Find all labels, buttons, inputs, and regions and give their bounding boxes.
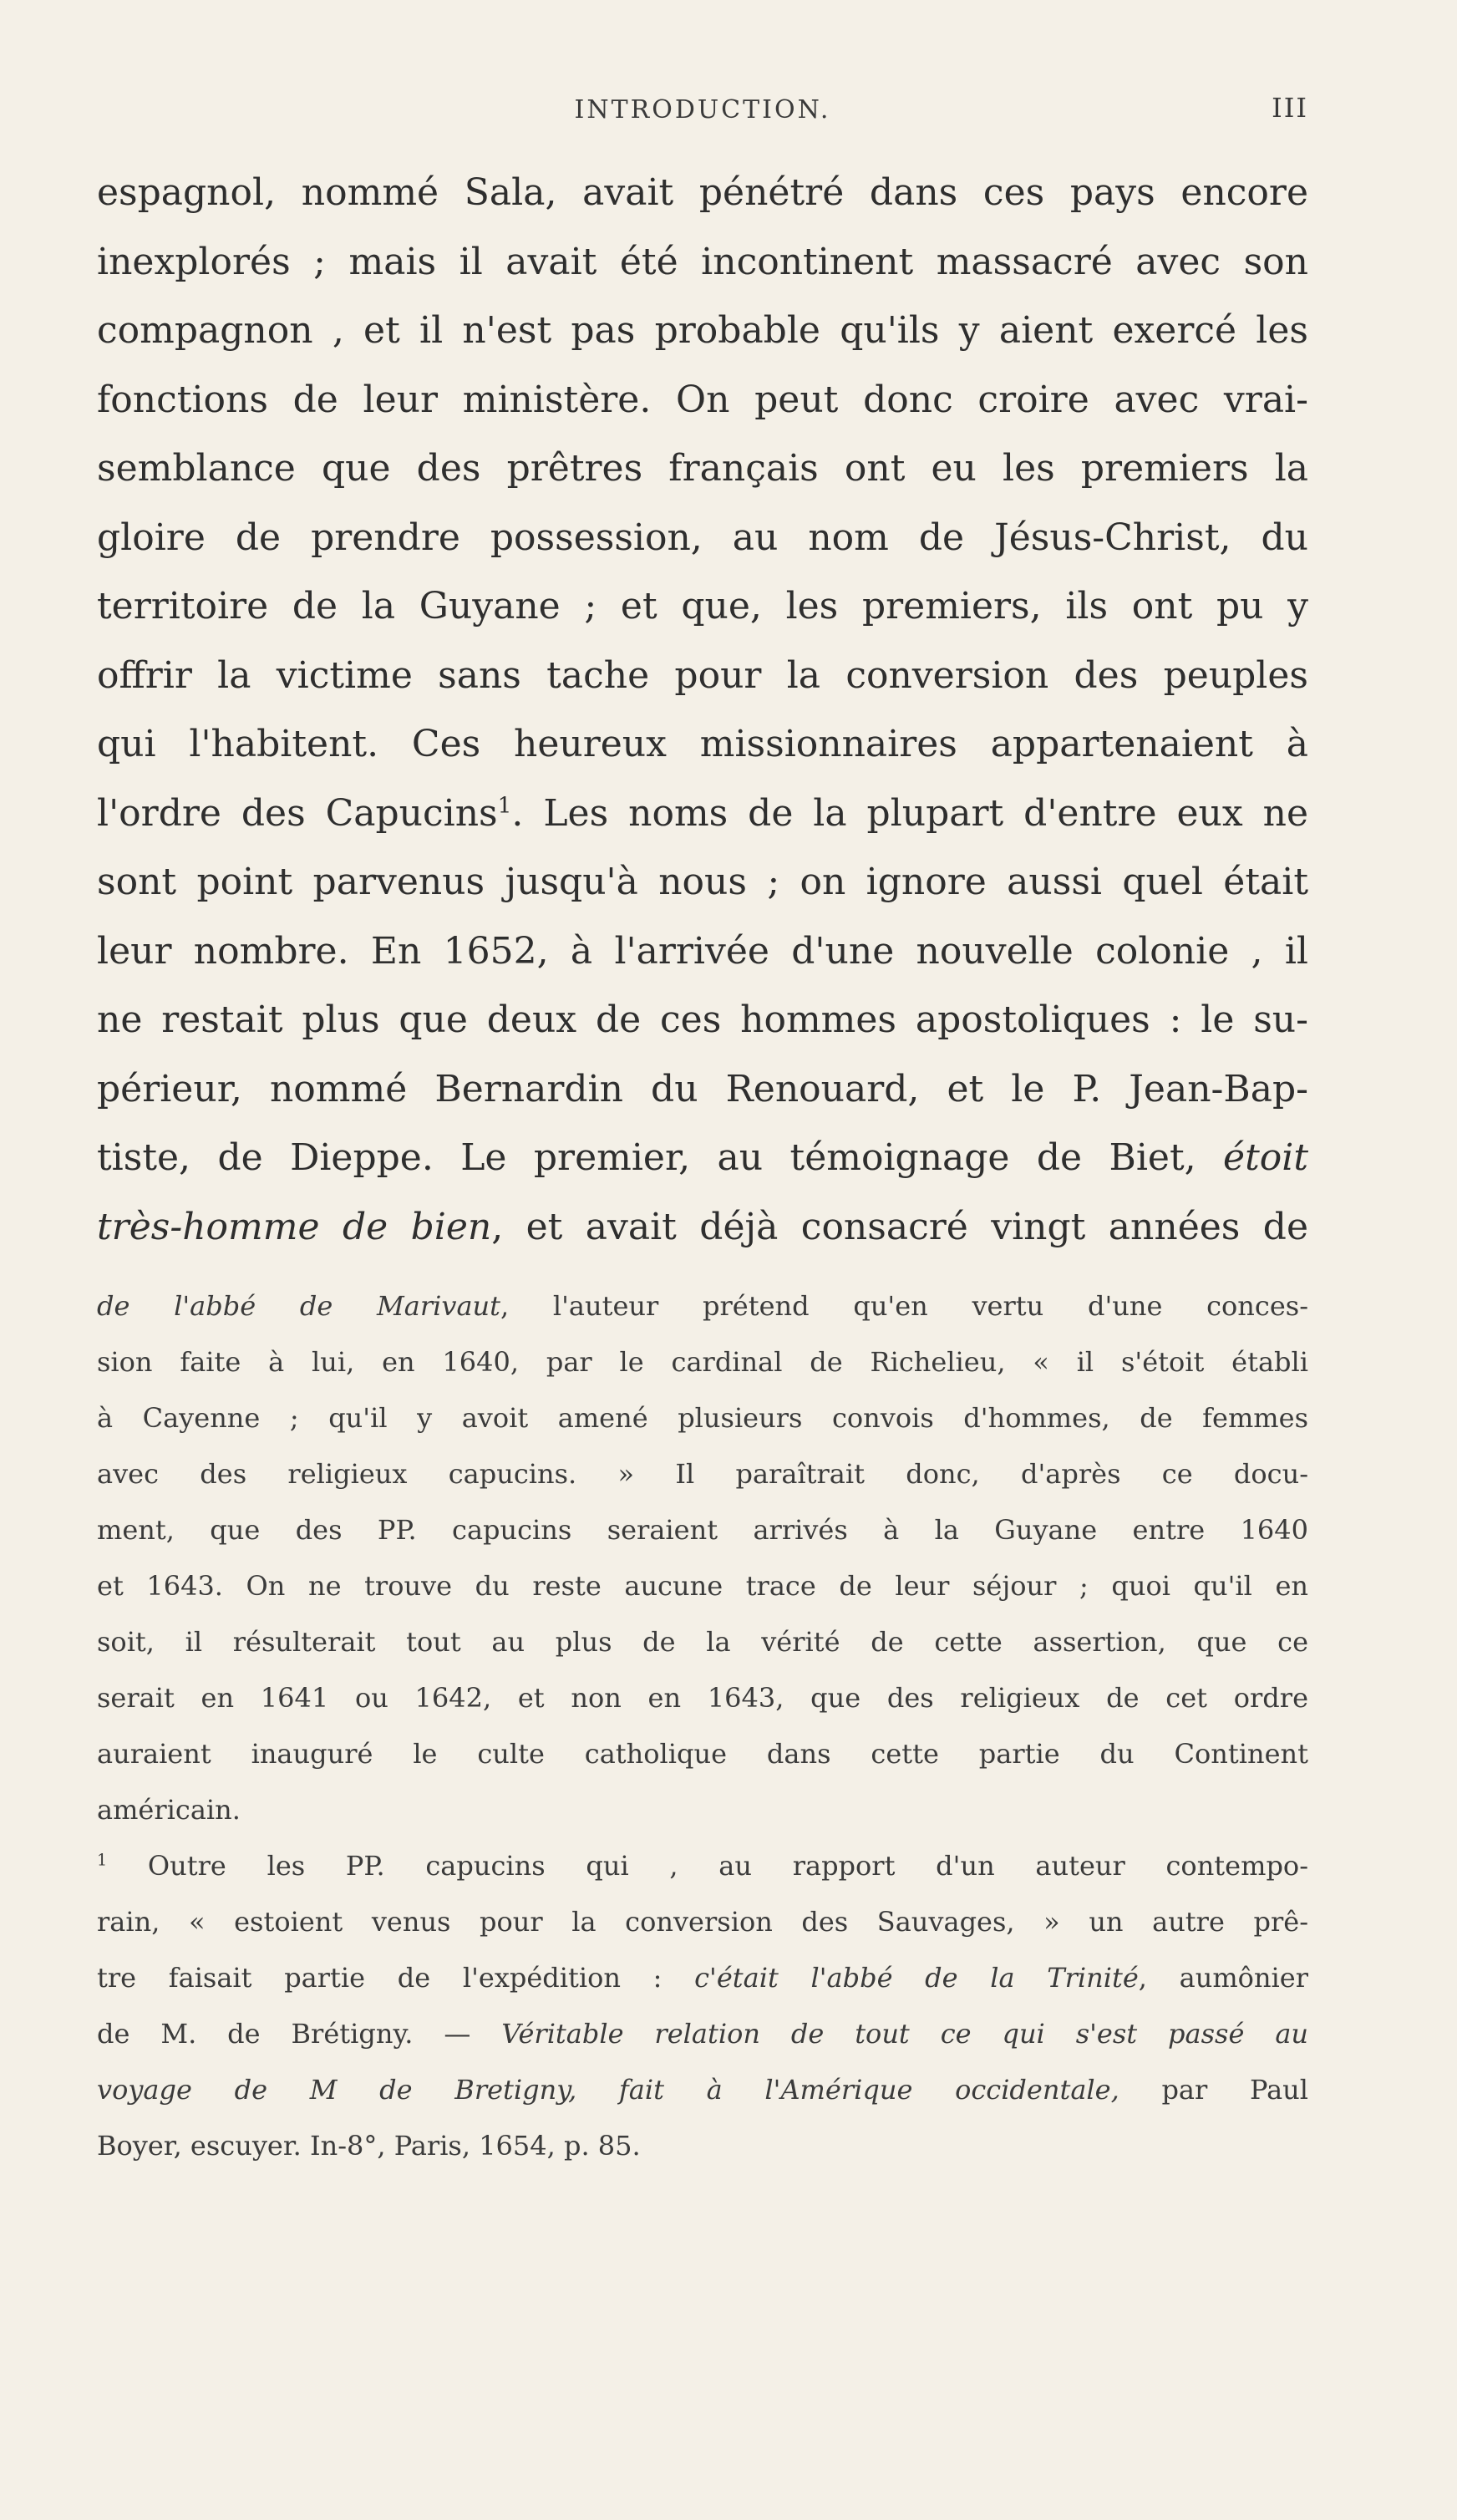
footnote-line <box>97 1838 1308 1894</box>
body-line: inexplorés ; mais il avait été incontinent massacré avec son <box>97 240 1308 283</box>
body-line-with-note <box>97 780 1308 849</box>
footnotes <box>97 1278 1308 2174</box>
body-line: gloire de prendre possession, au nom de Jésus-Christ, du <box>97 516 1308 559</box>
footnote-italic: voyage de M de Bretigny, fait à l'Amérique occidentale, <box>97 2074 1119 2106</box>
footnote-line: serait en 1641 ou 1642, et non en 1643, que des religieux de cet ordre <box>97 1682 1308 1714</box>
body-line: périeur, nommé Bernardin du Renouard, et le P. Jean-Bap- <box>97 1067 1308 1110</box>
body-line: compagnon , et il n'est pas probable qu'ils y aient exercé les <box>97 309 1308 352</box>
footnote-line: Boyer, escuyer. In-8°, Paris, 1654, p. 85. <box>97 2130 641 2162</box>
body-line: ne restait plus que deux de ces hommes apostoliques : le su- <box>97 998 1308 1041</box>
footnote-line <box>97 1278 1308 1334</box>
footnote-text: par Paul <box>1119 2074 1308 2106</box>
footnote-line: soit, il résulterait tout au plus de la vérité de cette assertion, que ce <box>97 1626 1308 1658</box>
running-header <box>97 87 1308 137</box>
body-line: territoire de la Guyane ; et que, les premiers, ils ont pu y <box>97 585 1308 627</box>
body-line: fonctions de leur ministère. On peut donc croire avec vrai- <box>97 378 1308 421</box>
footnote-line <box>97 1950 1308 2006</box>
footnote-line: auraient inauguré le culte catholique dans cette partie du Continent <box>97 1738 1308 1770</box>
footnote-marker: 1 <box>97 1850 108 1870</box>
footnote-line: à Cayenne ; qu'il y avoit amené plusieurs convois d'hommes, de femmes <box>97 1402 1308 1434</box>
footnote-text: , aumônier <box>1138 1962 1308 1994</box>
body-line: sont point parvenus jusqu'à nous ; on ignore aussi quel était <box>97 861 1308 903</box>
body-line: leur nombre. En 1652, à l'arrivée d'une nouvelle colonie , il <box>97 929 1308 973</box>
footnote-text: Outre les PP. capucins qui , au rapport d'un auteur contempo- <box>107 1850 1308 1882</box>
italic-quote: étoit <box>1223 1136 1308 1179</box>
footnote-italic: Véritable relation de tout ce qui s'est passé au <box>501 2018 1308 2050</box>
body-line: semblance que des prêtres français ont eu les premiers la <box>97 447 1308 490</box>
body-line: offrir la victime sans tache pour la conversion des peuples <box>97 653 1308 697</box>
footnote-line: ment, que des PP. capucins seraient arrivés à la Guyane entre 1640 <box>97 1514 1308 1546</box>
body-line-start: tiste, de Dieppe. Le premier, au témoignage de Biet, <box>97 1136 1196 1179</box>
body-line-with-italic <box>97 1124 1308 1193</box>
footnote-line: et 1643. On ne trouve du reste aucune trace de leur séjour ; quoi qu'il en <box>97 1570 1308 1602</box>
footnote-line: avec des religieux capucins. » Il paraîtrait donc, d'après ce docu- <box>97 1458 1308 1490</box>
italic-quote: très-homme de bien <box>97 1205 492 1248</box>
footnote-line <box>97 2006 1308 2062</box>
body-line-with-italic <box>97 1193 1308 1263</box>
footnote-text: tre faisait partie de l'expédition : <box>97 1962 695 1994</box>
footnote-line: américain. <box>97 1794 241 1826</box>
footnote-italic: de l'abbé de Marivaut <box>97 1290 500 1322</box>
footnote-reference: 1 <box>497 791 512 818</box>
page-number: III <box>1272 92 1308 124</box>
footnote-line: sion faite à lui, en 1640, par le cardinal de Richelieu, « il s'étoit établi <box>97 1346 1308 1378</box>
body-line: espagnol, nommé Sala, avait pénétré dans ces pays encore <box>97 171 1308 214</box>
footnote-text: de M. de Brétigny. — <box>97 2018 502 2050</box>
body-line-end: . Les noms de la plupart d'entre eux ne <box>511 791 1308 835</box>
footnote-line <box>97 2062 1308 2118</box>
footnote-text: , l'auteur prétend qu'en vertu d'une conces- <box>500 1290 1308 1322</box>
header-title: INTRODUCTION. <box>574 95 831 124</box>
main-text <box>97 159 1308 1262</box>
body-line: qui l'habitent. Ces heureux missionnaires appartenaient à <box>97 723 1308 765</box>
footnote-italic: c'était l'abbé de la Trinité <box>694 1962 1139 1994</box>
body-line-start: l'ordre des Capucins <box>97 791 498 835</box>
body-line-end: , et avait déjà consacré vingt années de <box>491 1205 1308 1248</box>
footnote-line: rain, « estoient venus pour la conversion des Sauvages, » un autre prê- <box>97 1906 1308 1938</box>
